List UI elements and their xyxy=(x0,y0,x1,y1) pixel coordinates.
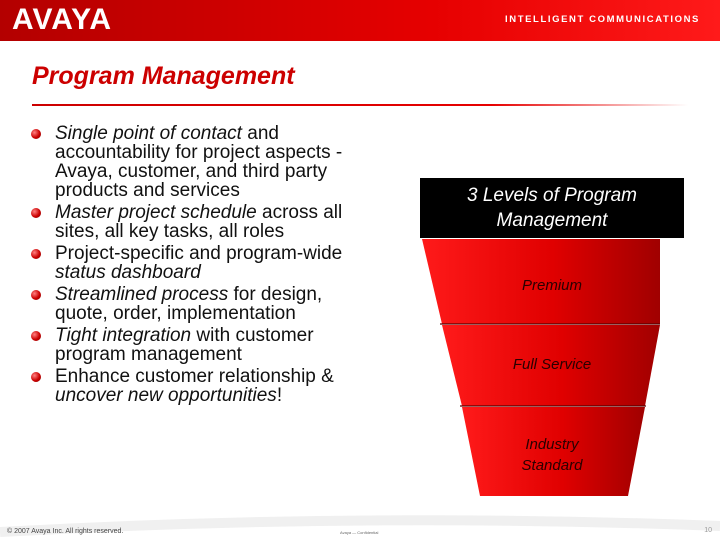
bullet-text: Project-specific and program-wide xyxy=(55,243,343,264)
bullet-icon xyxy=(31,208,41,218)
page-title: Program Management xyxy=(32,62,295,90)
list-item xyxy=(28,124,368,200)
funnel-label-premium: Premium xyxy=(521,277,582,294)
copyright-text: © 2007 Avaya Inc. All rights reserved. xyxy=(7,528,124,535)
bullet-icon xyxy=(31,290,41,300)
confidential-text: Avaya — Confidential xyxy=(340,530,379,535)
funnel-label-industry: Industry xyxy=(525,436,579,453)
bullet-emphasis: Streamlined process xyxy=(55,284,229,305)
funnel-header-line1: 3 Levels of Program xyxy=(466,185,638,206)
bullet-emphasis: Master project schedule xyxy=(55,202,257,223)
list-item xyxy=(28,203,368,241)
avaya-logo: AVAYA xyxy=(12,3,113,36)
bullet-text: and accountability for project aspects - Avaya, customer, and third party products and services xyxy=(55,123,343,201)
funnel-label-full-service: Full Service xyxy=(512,356,592,373)
bullet-list xyxy=(28,124,368,408)
tagline: INTELLIGENT COMMUNICATIONS xyxy=(505,14,700,25)
bullet-text: Enhance customer relationship & xyxy=(55,366,334,387)
bullet-emphasis: status dashboard xyxy=(55,262,201,283)
bullet-text: with customer program management xyxy=(55,325,314,365)
bullet-text: for design, quote, order, implementation xyxy=(55,284,323,324)
bullet-emphasis: Tight integration xyxy=(55,325,192,346)
list-item xyxy=(28,244,368,282)
bullet-icon xyxy=(31,372,41,382)
bullet-emphasis: Single point of contact xyxy=(55,123,242,144)
bullet-icon xyxy=(31,249,41,259)
footer-swoosh xyxy=(0,510,720,540)
bullet-icon xyxy=(31,331,41,341)
list-item xyxy=(28,285,368,323)
page-number: 10 xyxy=(704,527,712,534)
header-bar xyxy=(0,0,720,41)
bullet-text: ! xyxy=(276,385,283,406)
funnel-header-line2: Management xyxy=(496,210,608,231)
list-item xyxy=(28,367,368,405)
bullet-text: across all sites, all key tasks, all roles xyxy=(55,202,343,242)
funnel-label-standard: Standard xyxy=(521,457,583,474)
list-item xyxy=(28,326,368,364)
title-divider xyxy=(32,104,688,106)
funnel-diagram xyxy=(420,178,684,508)
bullet-icon xyxy=(31,129,41,139)
bullet-emphasis: uncover new opportunities xyxy=(55,385,277,406)
